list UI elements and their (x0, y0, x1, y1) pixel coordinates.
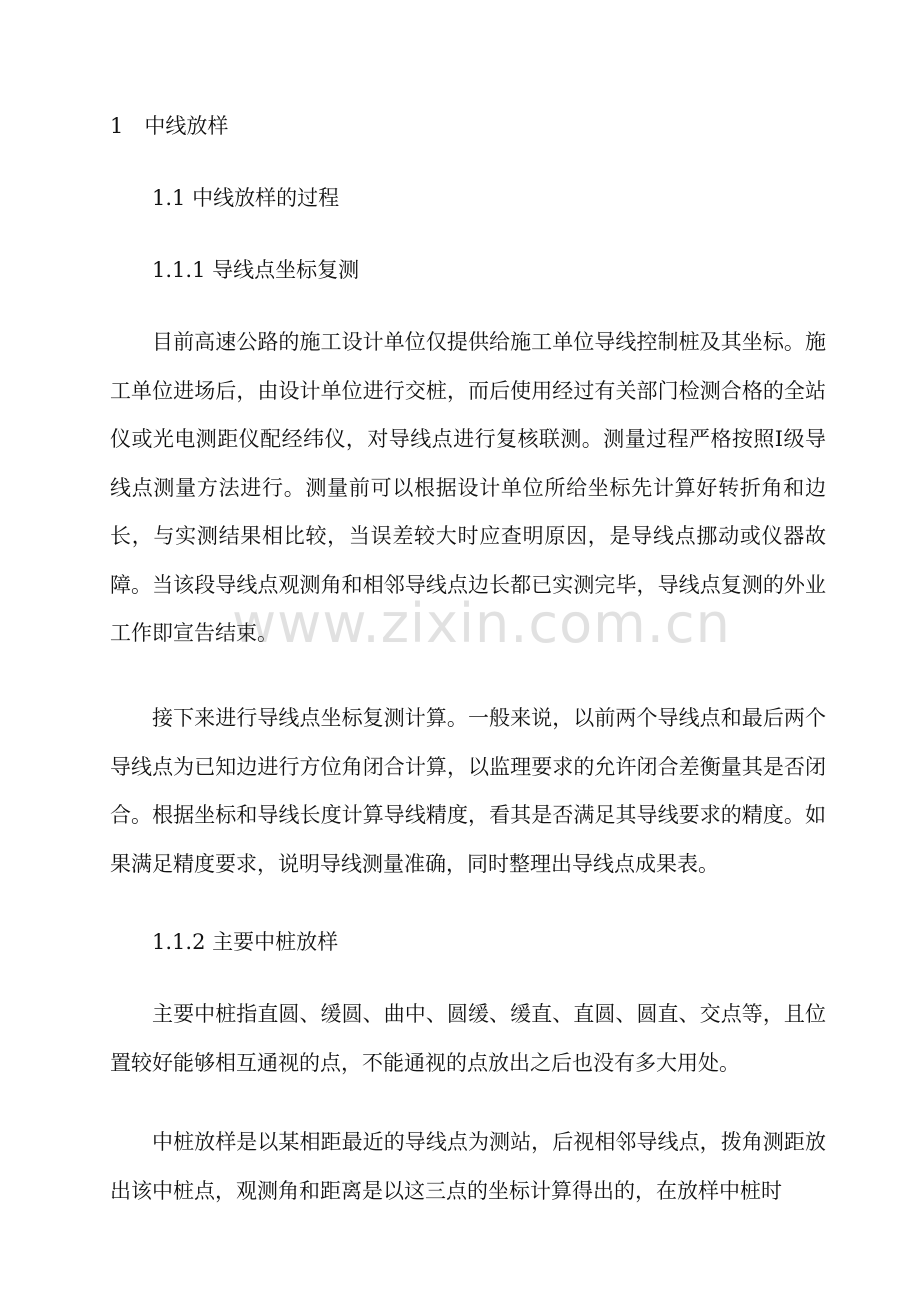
paragraph-1: 目前高速公路的施工设计单位仅提供给施工单位导线控制桩及其坐标。施工单位进场后，由设计单位进行交桩，而后使用经过有关部门检测合格的全站仪或光电测距仪配经纬仪，对导线点进行复核联测。测量过程严格按照Ⅰ级导线点测量方法进行。测量前可以根据设计单位所给坐标先计算好转折角和边长，与实测结果相比较，当误差较大时应查明原因，是导线点挪动或仪器故障。当该段导线点观测角和相邻导线点边长都已实测完毕，导线点复测的外业工作即宣告结束。 (110, 330, 826, 645)
section-heading-1-1: 1.1 中线放样的过程 (152, 186, 340, 210)
paragraph-3: 主要中桩指直圆、缓圆、曲中、圆缓、缓直、直圆、圆直、交点等，且位置较好能够相互通视的点，不能通视的点放出之后也没有多大用处。 (110, 1002, 826, 1075)
section-heading-1: 1 中线放样 (110, 114, 229, 138)
watermark: www.zixin.com.cn (232, 592, 731, 655)
paragraph-4: 中桩放样是以某相距最近的导线点为测站，后视相邻导线点，拨角测距放出该中桩点，观测角和距离是以这三点的坐标计算得出的，在放样中桩时 (110, 1130, 826, 1203)
section-heading-1-1-2: 1.1.2 主要中桩放样 (152, 930, 339, 954)
section-heading-1-1-1: 1.1.1 导线点坐标复测 (152, 258, 360, 282)
paragraph-2: 接下来进行导线点坐标复测计算。一般来说，以前两个导线点和最后两个导线点为已知边进行方位角闭合计算，以监理要求的允许闭合差衡量其是否闭合。根据坐标和导线长度计算导线精度，看其是否满足其导线要求的精度。如果满足精度要求，说明导线测量准确，同时整理出导线点成果表。 (110, 706, 826, 876)
